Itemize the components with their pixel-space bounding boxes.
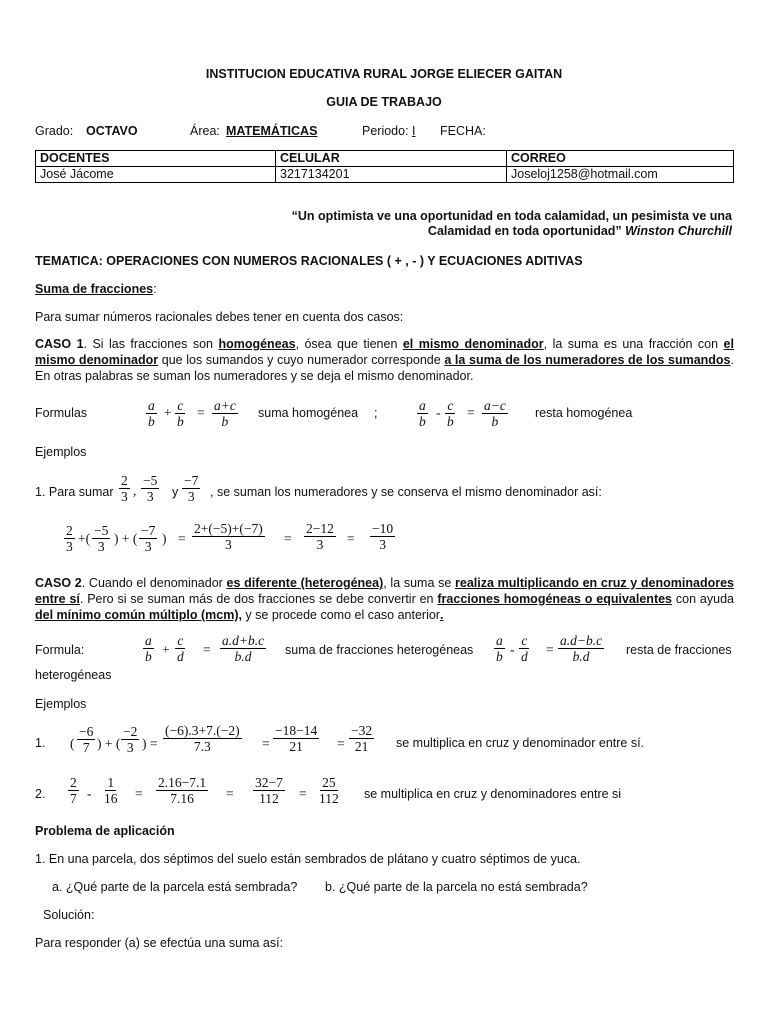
caso1-paragraph xyxy=(35,336,734,384)
caso2-label: CASO 2 xyxy=(35,576,82,590)
example-fraction: $\frac{25}{112}$ xyxy=(319,775,339,806)
ex1-note: se multiplica en cruz y denominador entre sí. xyxy=(396,736,645,750)
formula-fraction: $\frac{a.d-b.c}{b.d}$ xyxy=(560,633,603,664)
operator: ) = xyxy=(142,736,158,751)
emph: fracciones homogéneas o equivalentes xyxy=(437,592,673,606)
quote-line1: “Un optimista ve una oportunidad en toda calamidad, un pesimista ve una xyxy=(291,209,732,223)
table-header: DOCENTES xyxy=(36,151,276,167)
formula-fraction: $\frac{c}{d}$ xyxy=(177,633,184,664)
text: , la suma es una fracción con xyxy=(543,337,724,351)
emph: . xyxy=(439,608,444,622)
example-fraction: $\frac{-5}{3}$ xyxy=(143,473,158,504)
example-fraction: $\frac{-32}{21}$ xyxy=(351,723,373,754)
text: , ósea que tienen xyxy=(295,337,403,351)
caso2-paragraph xyxy=(35,575,734,623)
minus-sign: - xyxy=(510,642,515,657)
example-fraction: $\frac{32-7}{112}$ xyxy=(255,775,283,806)
ej1-prefix: 1. Para sumar xyxy=(35,485,114,499)
grado-label: Grado: xyxy=(35,124,74,138)
example-fraction: $\frac{-7}{3}$ xyxy=(184,473,199,504)
suma-heterogenea-label: suma de fracciones heterogéneas xyxy=(285,643,474,657)
formula-fraction: $\frac{c}{b}$ xyxy=(177,398,184,429)
ex2-number: 2. xyxy=(35,787,46,801)
emph: a la suma de los numeradores de los sumandos xyxy=(444,353,731,367)
table-cell: José Jácome xyxy=(36,167,276,183)
emph: el mismo denominador xyxy=(402,337,544,351)
ej1-y: y xyxy=(172,485,179,499)
emph: el mismo denominador xyxy=(35,337,734,367)
equals-sign: = xyxy=(203,642,211,657)
periodo-label: Periodo: xyxy=(362,124,409,138)
area-value: MATEMÁTICAS xyxy=(226,124,318,138)
ejemplos-label: Ejemplos xyxy=(35,445,87,459)
text: . En otras palabras se suman los numeradores y se deja el mismo denominador. xyxy=(35,353,734,383)
resta-homogenea-label: resta homogénea xyxy=(535,406,633,420)
teacher-table xyxy=(35,150,734,183)
text: , la suma se xyxy=(383,576,456,590)
ex1-number: 1. xyxy=(35,736,46,750)
formula-fraction: $\frac{c}{d}$ xyxy=(521,633,528,664)
ej1-suffix: , se suman los numeradores y se conserva el mismo denominador así: xyxy=(210,485,602,499)
ejemplos2-label: Ejemplos xyxy=(35,697,87,711)
emph: es diferente (heterogénea) xyxy=(226,576,384,590)
table-header: CORREO xyxy=(507,151,734,167)
text: con ayuda xyxy=(672,592,734,606)
formula-fraction: $\frac{a-c}{b}$ xyxy=(484,398,506,429)
equals-sign: = xyxy=(197,405,205,420)
quote xyxy=(292,209,732,239)
text: . Cuando el denominador xyxy=(81,576,227,590)
operator: ) + ( xyxy=(97,736,121,751)
formula-fraction: $\frac{a}{b}$ xyxy=(496,633,503,664)
grado-value: OCTAVO xyxy=(86,124,138,138)
formula-fraction: $\frac{c}{b}$ xyxy=(447,398,454,429)
separator: ; xyxy=(374,406,378,420)
school-name: INSTITUCION EDUCATIVA RURAL JORGE ELIECER GAITAN xyxy=(205,67,563,81)
operator: ) xyxy=(162,531,167,546)
emph: homogéneas xyxy=(218,337,296,351)
example-fraction: $\frac{2.16-7.1}{7.16}$ xyxy=(158,775,207,806)
formula-fraction: $\frac{a.d+b.c}{b.d}$ xyxy=(222,633,265,664)
example-fraction: $\frac{2+(-5)+(-7)}{3}$ xyxy=(194,521,263,552)
suma-homogenea-label: suma homogénea xyxy=(258,406,359,420)
operator: ( xyxy=(70,736,75,751)
equals-sign: = xyxy=(135,786,143,801)
problema-statement: 1. En una parcela, dos séptimos del suelo están sembrados de plátano y cuatro séptimos de yuca. xyxy=(35,852,581,866)
minus-sign: - xyxy=(87,786,92,801)
equals-sign: = xyxy=(226,786,234,801)
equals-sign: = xyxy=(347,531,355,546)
equals-sign: = xyxy=(299,786,307,801)
equals-sign: = xyxy=(337,736,345,751)
example-fraction: $\frac{1}{16}$ xyxy=(104,775,118,806)
solucion-label: Solución: xyxy=(43,908,95,922)
quote-line2: Calamidad en toda oportunidad” xyxy=(427,224,622,238)
area-label: Área: xyxy=(190,124,220,138)
comma: , xyxy=(133,483,137,498)
equals-sign: = xyxy=(262,736,270,751)
example-fraction: $\frac{2}{7}$ xyxy=(70,775,77,806)
formula-fraction: $\frac{a+c}{b}$ xyxy=(214,398,236,429)
emph: del mínimo común múltiplo (mcm), xyxy=(35,608,242,622)
question-a: a. ¿Qué parte de la parcela está sembrada? xyxy=(52,880,298,894)
resta-heterogenea-label: resta de fracciones xyxy=(626,643,732,657)
plus-sign: + xyxy=(162,642,170,657)
example-fraction: $\frac{-7}{3}$ xyxy=(141,523,156,554)
table-cell: Joseloj1258@hotmail.com xyxy=(507,167,734,183)
responder-text: Para responder (a) se efectúa una suma así: xyxy=(35,936,284,950)
equals-sign: = xyxy=(178,531,186,546)
tematica: TEMATICA: OPERACIONES CON NUMEROS RACIONALES ( + , - ) Y ECUACIONES ADITIVAS xyxy=(35,254,583,268)
emph: realiza multiplicando en cruz y denominadores entre sí xyxy=(35,576,734,606)
operator: +( xyxy=(78,531,91,546)
formula-fraction: $\frac{a}{b}$ xyxy=(148,398,155,429)
example-fraction: $\frac{-10}{3}$ xyxy=(372,521,394,552)
formula-fraction: $\frac{a}{b}$ xyxy=(145,633,152,664)
example-fraction: $\frac{-5}{3}$ xyxy=(94,523,109,554)
text: . Pero si se suman más de dos fracciones se debe convertir en xyxy=(79,592,438,606)
minus-sign: - xyxy=(436,405,441,420)
caso1-label: CASO 1 xyxy=(35,337,84,351)
example-fraction: $\frac{2-12}{3}$ xyxy=(306,521,334,552)
text: . Si las fracciones son xyxy=(83,337,219,351)
periodo-value: I xyxy=(412,124,416,138)
equals-sign: = xyxy=(546,642,554,657)
operator: ) + ( xyxy=(114,531,138,546)
table-header: CELULAR xyxy=(276,151,507,167)
problema-title: Problema de aplicación xyxy=(35,824,175,838)
example-fraction: $\frac{(-6).3+7.(-2)}{7.3}$ xyxy=(165,723,240,754)
intro-text: Para sumar números racionales debes tener en cuenta dos casos: xyxy=(35,310,404,324)
quote-author: Winston Churchill xyxy=(625,224,732,238)
equals-sign: = xyxy=(467,405,475,420)
example-fraction: $\frac{2}{3}$ xyxy=(121,473,128,504)
text: y se procede como el caso anterior xyxy=(241,608,440,622)
formula-label: Formula: xyxy=(35,643,85,657)
example-fraction: $\frac{-2}{3}$ xyxy=(123,724,138,755)
guide-title: GUIA DE TRABAJO xyxy=(326,95,442,109)
suma-title: Suma de fracciones xyxy=(35,282,154,296)
resta-heterogenea-cont: heterogéneas xyxy=(35,668,112,682)
ex2-note: se multiplica en cruz y denominadores entre si xyxy=(364,787,622,801)
formula-fraction: $\frac{a}{b}$ xyxy=(419,398,426,429)
equals-sign: = xyxy=(284,531,292,546)
text: que los sumandos y cuyo numerador corresponde xyxy=(158,353,445,367)
plus-sign: + xyxy=(164,405,172,420)
example-fraction: $\frac{-18-14}{21}$ xyxy=(275,723,318,754)
example-fraction: $\frac{-6}{7}$ xyxy=(79,724,94,755)
example-fraction: $\frac{2}{3}$ xyxy=(66,523,73,554)
fecha-label: FECHA: xyxy=(440,124,486,138)
question-b: b. ¿Qué parte de la parcela no está sembrada? xyxy=(325,880,588,894)
formulas-label: Formulas xyxy=(35,406,88,420)
table-cell: 3217134201 xyxy=(276,167,507,183)
